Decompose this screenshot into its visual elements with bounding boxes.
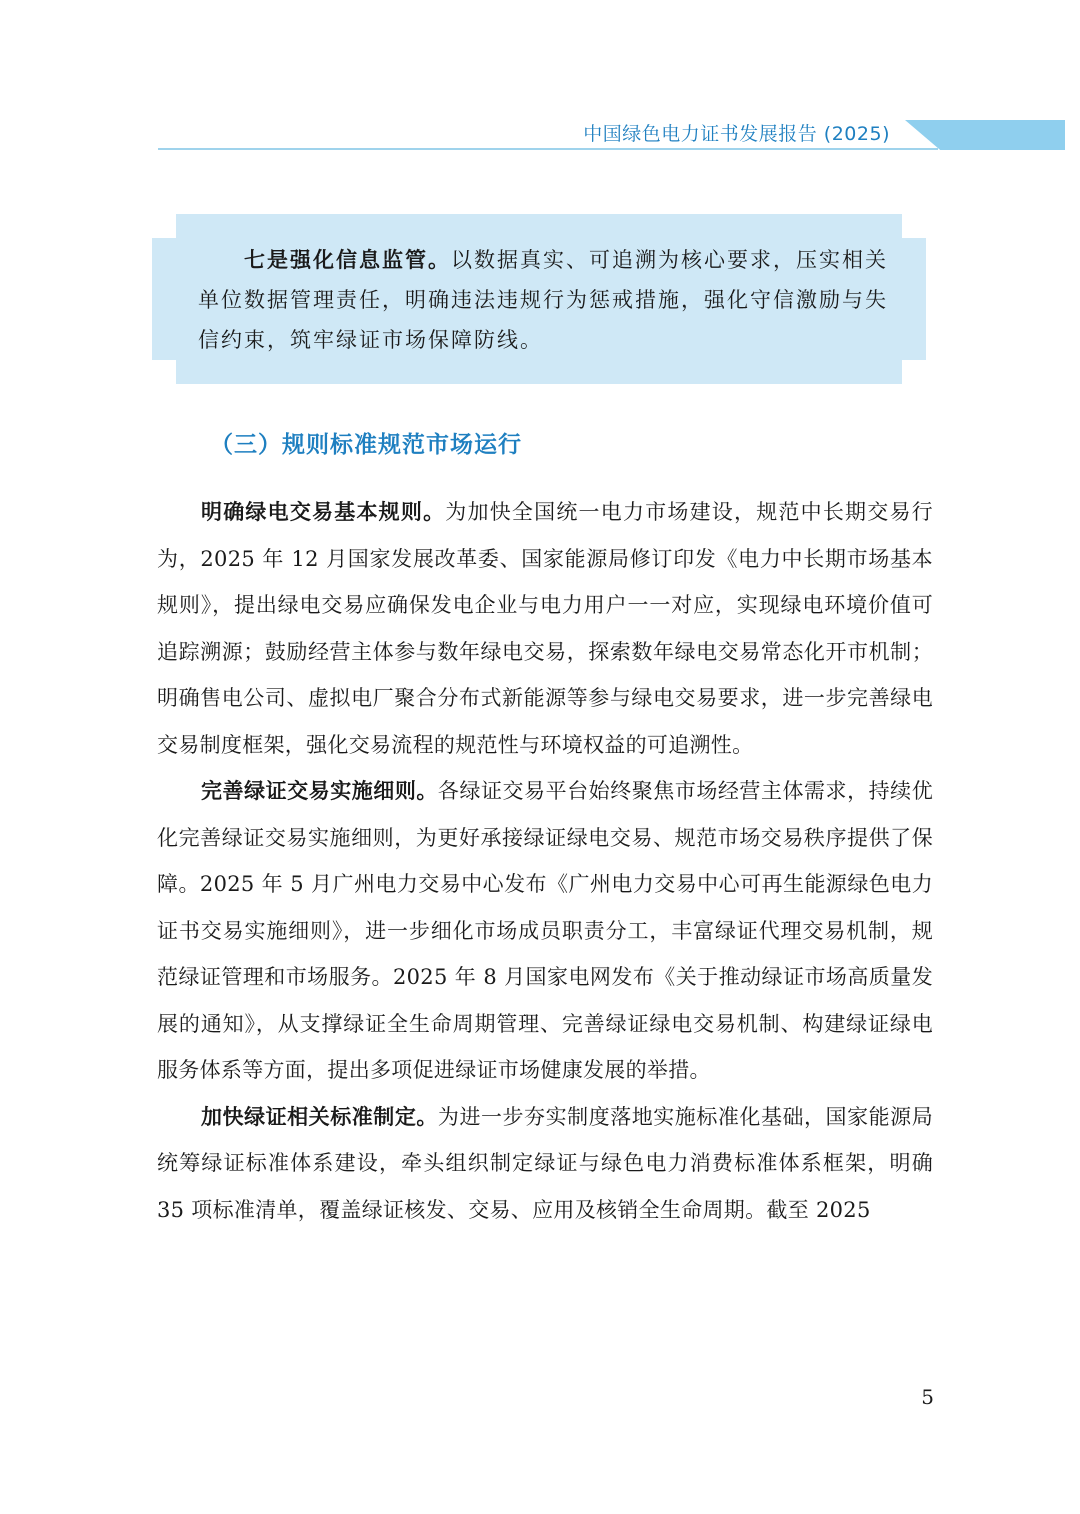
section-heading: （三）规则标准规范市场运行 [210, 432, 522, 458]
paragraph-lead: 明确绿电交易基本规则。 [201, 499, 446, 524]
header-divider [158, 148, 938, 150]
paragraph-body: 为加快全国统一电力市场建设，规范中长期交易行为，2025 年 12 月国家发展改革委、国家能源局修订印发《电力中长期市场基本规则》，提出绿电交易应确保发电企业与电力用户一一对应，实现绿电环境价值可追踪溯源；鼓励经营主体参与数年绿电交易，探索数年绿电交易常态化开市机制；明确售电公司、虚拟电厂聚合分布式新能源等参与绿电交易要求，进一步完善绿电交易制度框架，强化交易流程的规范性与环境权益的可追溯性。 [157, 500, 933, 757]
report-title: 中国绿色电力证书发展报告 (2025) [583, 123, 890, 145]
body-text [157, 489, 933, 1233]
callout-paragraph [198, 240, 888, 360]
page-number: 5 [921, 1385, 934, 1409]
paragraph-body: 各绿证交易平台始终聚焦市场经营主体需求，持续优化完善绿证交易实施细则，为更好承接绿证绿电交易、规范市场交易秩序提供了保障。2025 年 5 月广州电力交易中心发布《广州电力交易中心可再生能源绿色电力证书交易实施细则》，进一步细化市场成员职责分工，丰富绿证代理交易机制，规范绿证管理和市场服务。2025 年 8 月国家电网发布《关于推动绿证市场高质量发展的通知》，从支撑绿证全生命周期管理、完善绿证绿电交易机制、构建绿证绿电服务体系等方面，提出多项促进绿证市场健康发展的举措。 [157, 779, 933, 1082]
paragraph-implementation-rules [157, 768, 933, 1094]
callout-body: 以数据真实、可追溯为核心要求，压实相关单位数据管理责任，明确违法违规行为惩戒措施，强化守信激励与失信约束，筑牢绿证市场保障防线。 [198, 248, 888, 352]
page-header [0, 0, 1080, 160]
paragraph-lead: 完善绿证交易实施细则。 [201, 778, 438, 803]
header-accent-tab [905, 120, 1065, 150]
paragraph-body: 为进一步夯实制度落地实施标准化基础，国家能源局统筹绿证标准体系建设，牵头组织制定绿证与绿色电力消费标准体系框架，明确 35 项标准清单，覆盖绿证核发、交易、应用及核销全生命周期。截至 2025 [157, 1104, 933, 1222]
highlight-callout-box [152, 214, 926, 384]
paragraph-lead: 加快绿证相关标准制定。 [201, 1103, 438, 1129]
paragraph-trading-rules [157, 489, 933, 768]
callout-lead: 七是强化信息监管。 [244, 248, 451, 272]
paragraph-standards [157, 1094, 933, 1234]
